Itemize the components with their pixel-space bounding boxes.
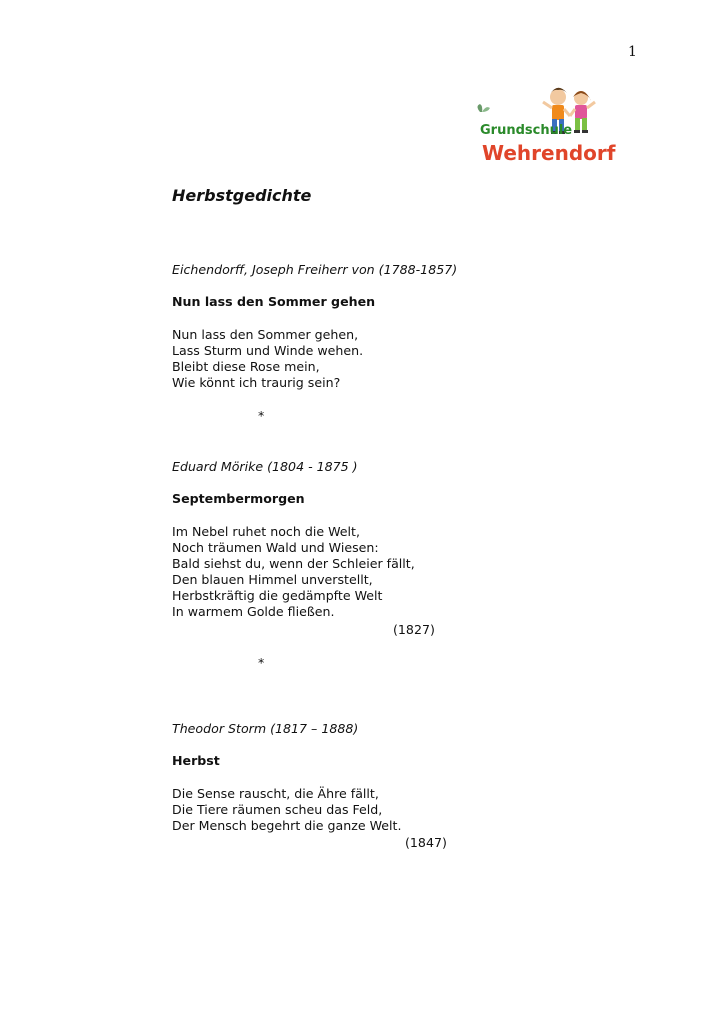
logo-line1: Grundschule — [480, 123, 573, 138]
separator: * — [258, 408, 265, 423]
poem-3-year: (1847) — [405, 835, 447, 850]
verse-line: Noch träumen Wald und Wiesen: — [172, 540, 379, 555]
separator: * — [258, 655, 265, 670]
poem-1-heading: Nun lass den Sommer gehen — [172, 294, 376, 309]
verse-line: Die Sense rauscht, die Ähre fällt, — [172, 786, 379, 801]
poem-3-author: Theodor Storm (1817 – 1888) — [172, 721, 359, 736]
verse-line: In warmem Golde fließen. — [172, 604, 335, 619]
verse-line: Wie könnt ich traurig sein? — [172, 375, 341, 390]
butterfly-icon — [478, 104, 491, 112]
poem-3-heading: Herbst — [172, 753, 220, 768]
poem-1-verse — [172, 327, 363, 391]
logo-line2: Wehrendorf — [482, 141, 616, 165]
verse-line: Bleibt diese Rose mein, — [172, 359, 320, 374]
poem-1-author: Eichendorff, Joseph Freiherr von (1788-1857) — [172, 262, 458, 277]
verse-line: Den blauen Himmel unverstellt, — [172, 572, 373, 587]
poem-2-verse — [172, 524, 415, 620]
verse-line: Im Nebel ruhet noch die Welt, — [172, 524, 360, 539]
document-title: Herbstgedichte — [172, 186, 312, 205]
page-number: 1 — [628, 44, 637, 60]
poem-2-year: (1827) — [393, 622, 435, 637]
poem-2-author: Eduard Mörike (1804 - 1875 ) — [172, 459, 358, 474]
verse-line: Lass Sturm und Winde wehen. — [172, 343, 364, 358]
verse-line: Nun lass den Sommer gehen, — [172, 327, 359, 342]
verse-line: Herbstkräftig die gedämpfte Welt — [172, 588, 383, 603]
verse-line: Der Mensch begehrt die ganze Welt. — [172, 818, 402, 833]
verse-line: Die Tiere räumen scheu das Feld, — [172, 802, 383, 817]
school-logo — [472, 84, 616, 170]
girl-figure-icon — [570, 91, 595, 133]
poem-2-heading: Septembermorgen — [172, 491, 305, 506]
poem-3-verse — [172, 786, 401, 834]
verse-line: Bald siehst du, wenn der Schleier fällt, — [172, 556, 415, 571]
